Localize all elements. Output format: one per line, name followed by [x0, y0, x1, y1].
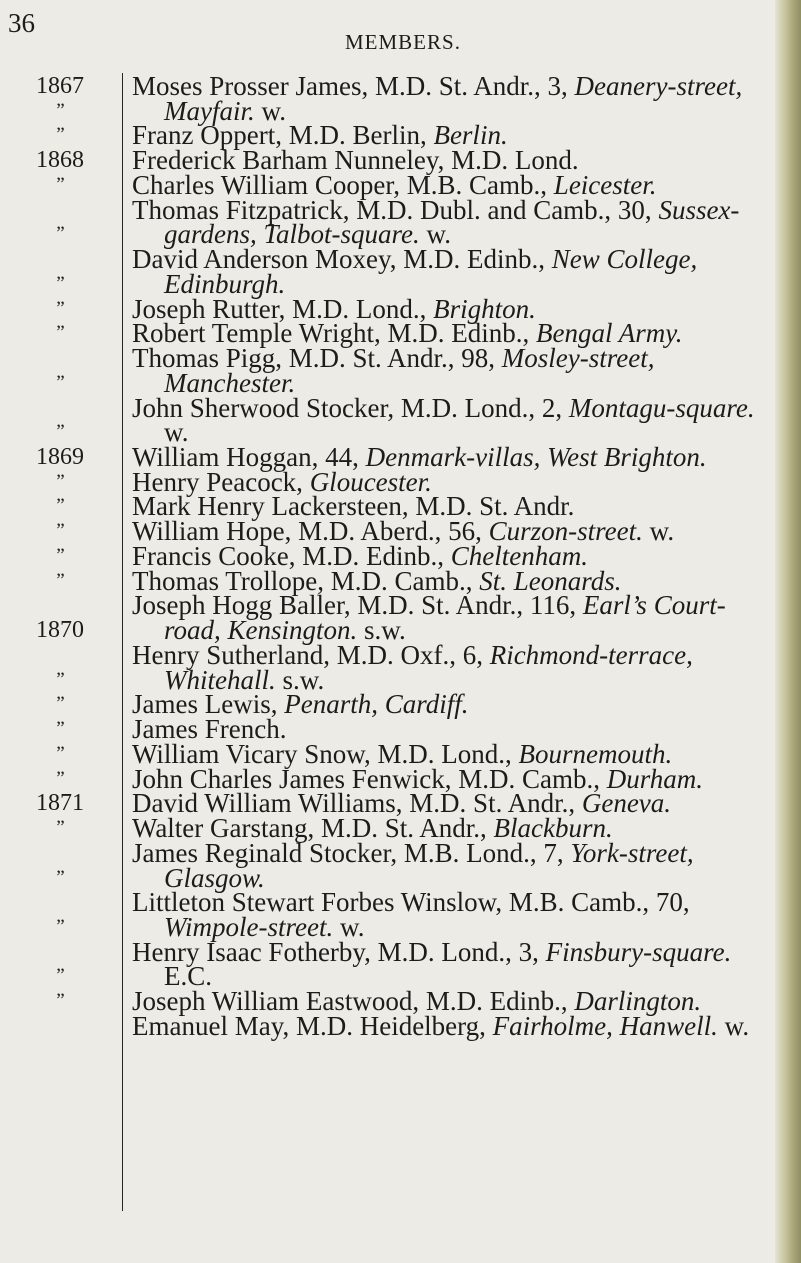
year-label: ”: [56, 520, 64, 542]
page-edge-shadow: [775, 0, 801, 1263]
postal-district: w.: [642, 516, 675, 547]
member-name-degree: Robert Temple Wright, M.D. Edinb.,: [132, 318, 536, 349]
year-label: ”: [56, 990, 64, 1012]
year-label: ”: [56, 668, 64, 690]
postal-district: w.: [164, 417, 189, 448]
year-label: 1869: [36, 444, 84, 471]
year-column: [20, 74, 100, 1039]
member-address: Blackburn.: [493, 813, 613, 844]
year-label: ”: [56, 124, 64, 146]
year-label: [20, 643, 100, 668]
member-name-degree: David Anderson Moxey, M.D. Edinb.,: [132, 244, 552, 275]
member-address: Finsbury-square.: [545, 936, 732, 967]
year-label: ”: [56, 569, 64, 591]
year-label: [20, 841, 100, 866]
member-name-degree: Joseph Rutter, M.D. Lond.,: [132, 293, 434, 324]
member-entry: [132, 1010, 777, 1041]
year-label: [20, 890, 100, 915]
member-address: Bournemouth.: [518, 738, 673, 769]
year-label: ”: [56, 421, 64, 443]
year-label: ”: [56, 718, 64, 740]
year-label: ”: [56, 866, 64, 888]
year-label: ”: [56, 297, 64, 319]
column-rule: [122, 73, 123, 1211]
year-label: ”: [56, 99, 64, 121]
member-name-degree: James French.: [132, 714, 287, 745]
member-name-degree: Walter Garstang, M.D. St. Andr.,: [132, 813, 494, 844]
year-label: ”: [56, 223, 64, 245]
postal-district: w.: [419, 219, 452, 250]
year-label: [20, 1014, 100, 1039]
member-name-degree: Emanuel May, M.D. Heidelberg,: [132, 1010, 493, 1041]
year-label: 1867: [36, 73, 84, 99]
member-address: New College, Edinburgh.: [164, 244, 698, 299]
member-entry: [132, 936, 777, 992]
running-head: MEMBERS.: [345, 30, 461, 54]
year-label: [20, 940, 100, 965]
member-name-degree: William Hope, M.D. Aberd., 56,: [132, 516, 489, 547]
member-name-degree: John Sherwood Stocker, M.D. Lond., 2,: [132, 392, 569, 423]
member-name-degree: Joseph William Eastwood, M.D. Edinb.,: [132, 986, 575, 1017]
member-address: Brighton.: [433, 293, 536, 324]
year-label: [20, 247, 100, 272]
member-name-degree: Moses Prosser James, M.D. St. Andr., 3,: [132, 71, 575, 101]
member-address: Leicester.: [553, 169, 657, 200]
year-label: ”: [56, 495, 64, 517]
year-label: ”: [56, 915, 64, 937]
year-label: ”: [56, 272, 64, 294]
member-name-degree: Henry Peacock,: [132, 466, 310, 497]
member-address: Darlington.: [574, 986, 702, 1017]
year-label: 1870: [36, 617, 84, 644]
year-label: [20, 593, 100, 618]
member-address: Curzon-street.: [488, 516, 643, 547]
postal-district: s.w.: [357, 615, 406, 646]
member-address: Bengal Army.: [536, 318, 683, 349]
member-name-degree: John Charles James Fenwick, M.D. Camb.,: [132, 763, 607, 794]
year-label: [20, 346, 100, 371]
member-name-degree: Henry Isaac Fotherby, M.D. Lond., 3,: [132, 936, 546, 967]
member-name-degree: James Lewis,: [132, 689, 285, 720]
postal-district: w.: [717, 1010, 750, 1041]
member-address: Deanery-street, Mayfair.: [164, 71, 743, 126]
member-name-degree: William Vicary Snow, M.D. Lond.,: [132, 738, 519, 769]
member-name-degree: Mark Henry Lackersteen, M.D. St. Andr.: [132, 491, 575, 522]
member-name-degree: Thomas Fitzpatrick, M.D. Dubl. and Camb., 30,: [132, 194, 659, 225]
member-address: Sussex-gardens, Talbot-square.: [164, 194, 740, 250]
member-entry: [132, 639, 777, 695]
member-entry: [132, 244, 777, 299]
member-address: Berlin.: [433, 120, 508, 151]
year-label: ”: [56, 322, 64, 344]
year-label: ”: [56, 965, 64, 987]
members-list: [132, 71, 777, 1041]
member-address: Wimpole-street.: [164, 911, 334, 942]
year-label: [20, 198, 100, 223]
member-name-degree: William Hoggan, 44,: [132, 442, 366, 473]
member-address: Montagu-square.: [568, 392, 755, 423]
member-address: Richmond-terrace, Whitehall.: [164, 639, 693, 695]
postal-district: w.: [333, 911, 365, 942]
year-label: ”: [56, 470, 64, 492]
member-entry: [132, 343, 777, 398]
member-name-degree: Thomas Trollope, M.D. Camb.,: [132, 565, 480, 596]
member-address: Fairholme, Hanwell.: [492, 1010, 718, 1041]
member-entry: [132, 71, 777, 126]
member-name-degree: David William Williams, M.D. St. Andr.,: [132, 788, 582, 819]
member-address: Penarth, Cardiff.: [284, 689, 469, 720]
member-entry: [132, 590, 777, 646]
year-label: ”: [56, 817, 64, 839]
member-entry: [132, 392, 777, 448]
member-address: Mosley-street, Manchester.: [164, 343, 655, 398]
year-label: 1868: [36, 147, 84, 174]
member-name-degree: Joseph Hogg Baller, M.D. St. Andr., 116,: [132, 590, 583, 621]
year-label: ”: [56, 173, 64, 195]
member-name-degree: Frederick Barham Nunneley, M.D. Lond.: [132, 145, 579, 176]
member-name-degree: Thomas Pigg, M.D. St. Andr., 98,: [132, 343, 502, 374]
member-name-degree: Francis Cooke, M.D. Edinb.,: [132, 540, 451, 571]
member-address: Earl’s Court-road, Kensington.: [164, 590, 726, 646]
member-name-degree: Franz Oppert, M.D. Berlin,: [132, 120, 434, 151]
postal-district: E.C.: [164, 961, 213, 992]
member-address: Durham.: [606, 763, 703, 794]
member-entry: [132, 887, 777, 942]
member-address: Cheltenham.: [450, 540, 588, 571]
member-address: York-street, Glasgow.: [164, 837, 694, 893]
postal-district: s.w.: [275, 664, 325, 695]
postal-district: w.: [254, 95, 286, 126]
member-entry: [132, 837, 777, 893]
member-name-degree: Littleton Stewart Forbes Winslow, M.B. Camb., 70,: [132, 887, 690, 918]
year-label: ”: [56, 693, 64, 715]
member-name-degree: Charles William Cooper, M.B. Camb.,: [132, 169, 554, 200]
year-label: ”: [56, 767, 64, 789]
member-name-degree: Henry Sutherland, M.D. Oxf., 6,: [132, 639, 490, 670]
year-label: ”: [56, 544, 64, 566]
member-entry: [132, 194, 777, 250]
year-label: 1871: [36, 790, 84, 817]
year-label: ”: [56, 742, 64, 764]
member-address: Denmark-villas, West Brighton.: [365, 442, 707, 473]
member-address: St. Leonards.: [479, 565, 622, 596]
year-label: [20, 396, 100, 421]
page-number: 36: [8, 8, 35, 38]
member-address: Gloucester.: [309, 466, 432, 497]
year-label: ”: [56, 371, 64, 393]
member-address: Geneva.: [581, 788, 672, 819]
member-name-degree: James Reginald Stocker, M.B. Lond., 7,: [132, 837, 571, 868]
